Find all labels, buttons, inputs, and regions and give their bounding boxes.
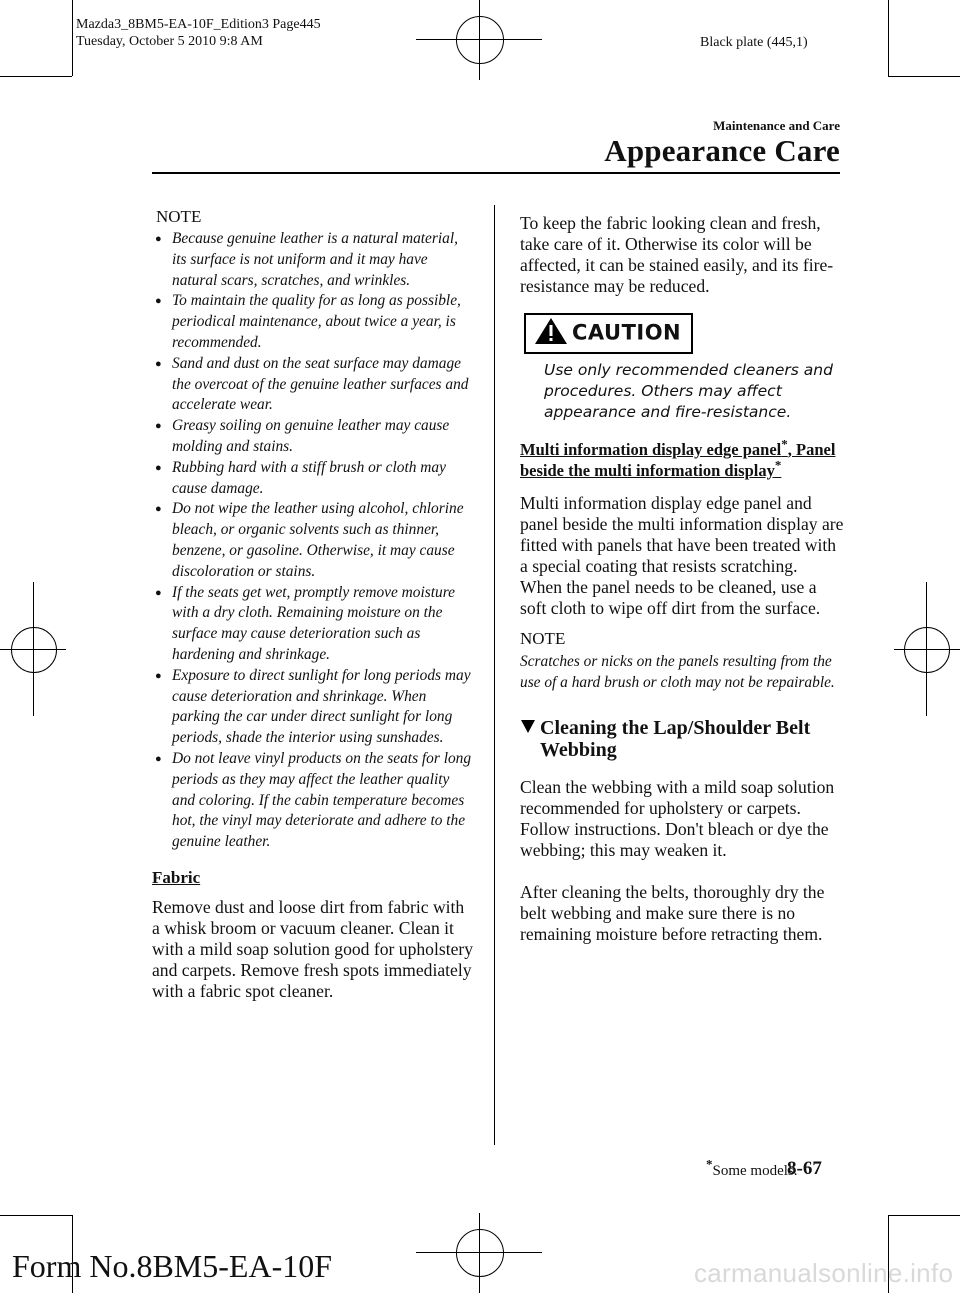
bullet-icon: ●: [155, 586, 162, 599]
panel-body-2: When the panel needs to be cleaned, use a soft cloth to wipe off dirt from the surface.: [520, 577, 821, 618]
fabric-intro: To keep the fabric looking clean and fresh, take care of it. Otherwise its color will be affected, it can be stained easily, and its fire-resistance may be reduced.: [520, 213, 834, 296]
note-item: ● Because genuine leather is a natural material, its surface is not uniform and it may have natural scars, scratches, and wrinkles.: [155, 230, 458, 289]
bullet-icon: ●: [155, 669, 162, 682]
note-item: ● Sand and dust on the seat surface may damage the overcoat of the genuine leather surfaces and accelerate wear.: [155, 354, 469, 414]
crop-mark-top-left-v: [72, 0, 73, 76]
section-small-title: Maintenance and Care: [713, 118, 840, 133]
caution-label: CAUTION: [572, 320, 682, 345]
header-rule: [152, 172, 840, 174]
bullet-icon: ●: [155, 752, 162, 765]
bullet-icon: ●: [155, 461, 162, 474]
registration-target-left: [11, 627, 57, 673]
bullet-icon: ●: [155, 357, 162, 370]
star-icon: *: [706, 1156, 713, 1172]
caution-block: [524, 313, 844, 423]
note-item: ● Do not leave vinyl products on the seats for long periods as they may affect the leather quality and coloring. If the cabin temperature becomes hot, the vinyl may deteriorate and adhere to the genuine leather.: [155, 749, 472, 851]
section-triangle-icon: [520, 717, 536, 740]
registration-target-right: [904, 627, 950, 673]
registration-cross-left-v: [33, 582, 34, 716]
bullet-icon: ●: [155, 233, 162, 245]
registration-target-bottom: [456, 1229, 504, 1277]
note-item: ● Exposure to direct sunlight for long periods may cause deterioration and shrinkage. When parking the car under direct sunlight for long periods, shade the interior using sunshades.: [155, 666, 471, 747]
caution-text: Use only recommended cleaners and procedures. Others may affect appearance and fire-resistance.: [544, 361, 833, 421]
plate-label: Black plate (445,1): [700, 35, 808, 50]
form-number: Form No.8BM5-EA-10F: [12, 1248, 333, 1284]
note-list: [152, 229, 474, 853]
crop-mark-bottom-right-h: [888, 1215, 960, 1216]
crop-mark-top-right-v: [888, 0, 889, 76]
star-icon: *: [774, 457, 782, 473]
right-note-text: Scratches or nicks on the panels resulting from the use of a hard brush or cloth may not be repairable.: [520, 653, 835, 691]
left-column: [152, 207, 474, 1002]
crop-mark-bottom-left-h: [0, 1215, 72, 1216]
note-item: ● If the seats get wet, promptly remove moisture with a dry cloth. Remaining moisture on the surface may cause deterioration such as hardening and shrinkage.: [155, 583, 455, 663]
panel-body-1: Multi information display edge panel and panel beside the multi information display are fitted with panels that have been treated with a special coating that resists scratching.: [520, 493, 844, 576]
section-title: Appearance Care: [604, 133, 840, 168]
right-note-label: NOTE: [520, 629, 566, 648]
slug-line-2: Tuesday, October 5 2010 9:8 AM: [76, 34, 263, 49]
note-item: ● Do not wipe the leather using alcohol, chlorine bleach, or organic solvents such as thinner, benzene, or gasoline. Otherwise, it may cause discoloration or stains.: [155, 500, 464, 580]
note-item: ● To maintain the quality for as long as possible, periodical maintenance, about twice a year, is recommended.: [155, 292, 461, 351]
some-models-footnote: *Some models.: [706, 1156, 798, 1179]
caution-label-box: [524, 313, 693, 354]
fabric-heading: Fabric: [152, 867, 201, 887]
panel-heading: Multi information display edge panel*, Panel beside the multi information display*: [520, 436, 836, 480]
belt-body-1: Clean the webbing with a mild soap solution recommended for upholstery or carpets. Follow instructions. Don't bleach or dye the webbing; this may weaken it.: [520, 777, 835, 860]
registration-cross-right-v: [926, 582, 927, 716]
registration-cross-right-h: [894, 649, 960, 650]
crop-mark-top-right-h: [888, 76, 960, 77]
belt-heading: Cleaning the Lap/Shoulder Belt Webbing: [520, 717, 844, 761]
registration-cross-top-v: [479, 0, 480, 80]
star-icon: *: [781, 436, 788, 452]
note-item: ● Greasy soiling on genuine leather may cause molding and stains.: [155, 417, 450, 455]
column-divider: [494, 205, 495, 1145]
bullet-icon: ●: [155, 420, 162, 433]
note-label: NOTE: [156, 207, 202, 226]
bullet-icon: ●: [155, 503, 162, 516]
watermark: carmanualsonline.info: [694, 1258, 954, 1288]
bullet-icon: ●: [155, 295, 162, 308]
crop-mark-top-left-h: [0, 76, 72, 77]
print-slug: [76, 16, 321, 50]
slug-line-1: Mazda3_8BM5-EA-10F_Edition3 Page445: [76, 17, 321, 32]
registration-cross-bottom-v: [479, 1213, 480, 1293]
belt-body-2: After cleaning the belts, thoroughly dry the belt webbing and make sure there is no remaining moisture before retracting them.: [520, 882, 825, 944]
page-number: 8-67: [787, 1158, 822, 1179]
registration-target-top: [456, 16, 504, 64]
warning-triangle-icon: [534, 317, 568, 350]
right-column: [520, 207, 844, 945]
fabric-body: Remove dust and loose dirt from fabric with a whisk broom or vacuum cleaner. Clean it with a mild soap solution good for upholstery and carpets. Remove fresh spots immediately with a fabric spot cleaner.: [152, 896, 474, 1001]
note-item: ● Rubbing hard with a stiff brush or cloth may cause damage.: [155, 458, 446, 497]
